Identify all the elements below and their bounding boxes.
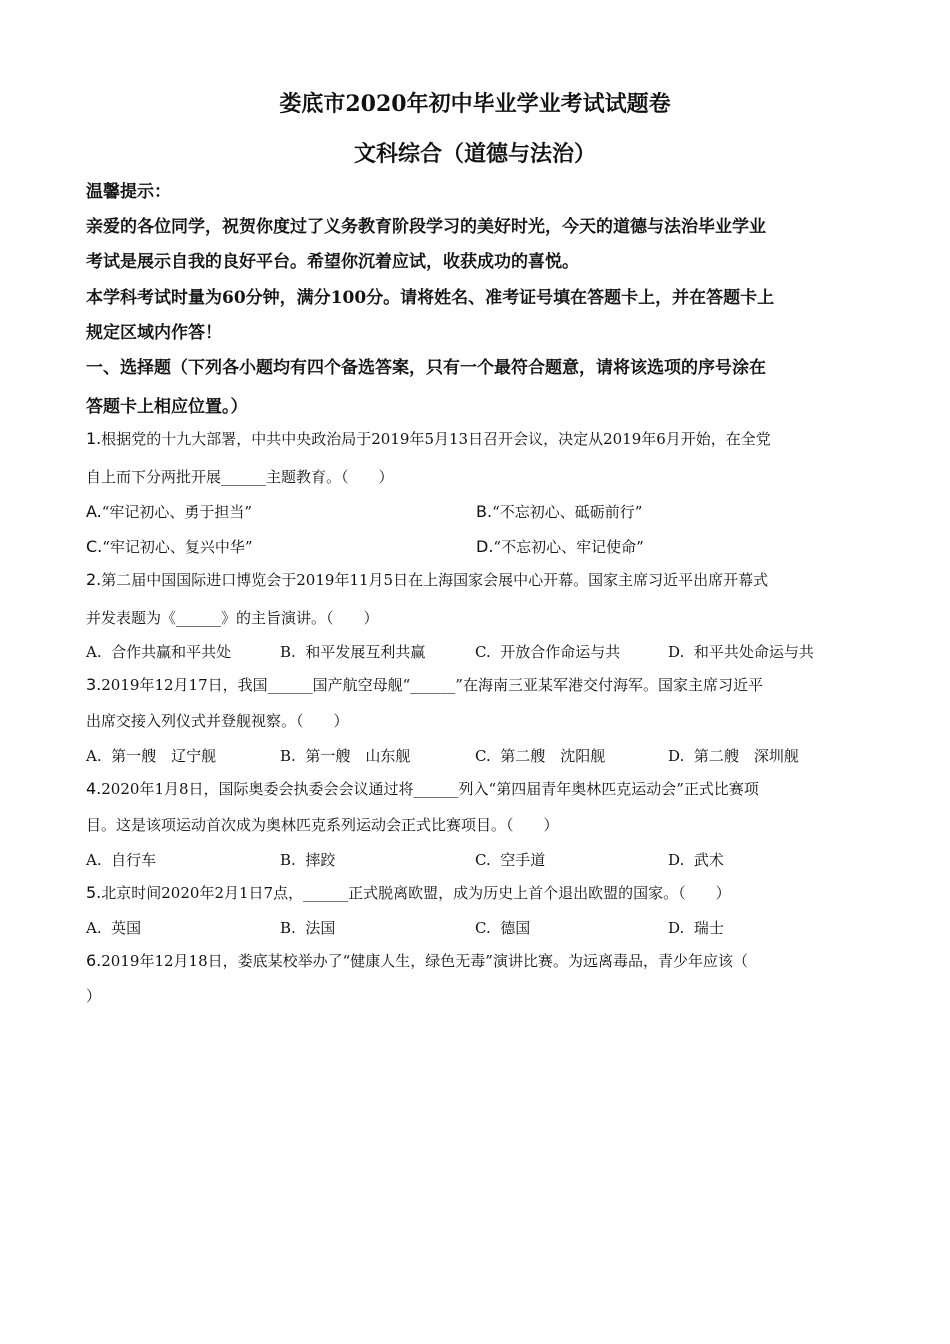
option-letter: C. (475, 747, 491, 765)
option-letter: A. (86, 747, 102, 765)
option-letter: C. (475, 919, 491, 937)
question-text: 2019年12月18日，娄底某校举办了“健康人生，绿色无毒”演讲比赛。为远离毒品，青少年应该（ (101, 952, 748, 970)
option-a[interactable] (86, 916, 141, 940)
section-heading: 答题卡上相应位置。） (86, 397, 248, 417)
option-c[interactable] (86, 535, 253, 559)
notice-line: 规定区域内作答！ (86, 323, 222, 343)
option-letter: B. (280, 919, 296, 937)
option-d[interactable] (668, 916, 724, 940)
notice-line: 本学科考试时量为60分钟，满分100分。请将姓名、准考证号填在答题卡上，并在答题卡上 (86, 288, 775, 308)
option-b[interactable] (280, 848, 335, 872)
option-text: 合作共赢和平共处 (111, 643, 232, 661)
option-letter: D. (668, 919, 685, 937)
question-number: 5. (86, 883, 102, 902)
option-letter: A. (86, 851, 102, 869)
question-3-stem (86, 673, 866, 697)
option-text: 瑞士 (693, 919, 724, 937)
option-text: 和平发展互利共赢 (305, 643, 426, 661)
exam-subtitle: 文科综合（道德与法治） (353, 141, 596, 167)
option-a[interactable] (86, 640, 231, 664)
option-text: 第一艘 辽宁舰 (111, 747, 217, 765)
option-letter: C. (86, 537, 103, 556)
option-text: “不忘初心、牢记使命” (493, 538, 644, 556)
option-d[interactable] (476, 535, 644, 559)
option-b[interactable] (280, 916, 335, 940)
question-text: 根据党的十九大部署，中共中央政治局于2019年5月13日召开会议，决定从2019年6月开始，在全党 (101, 430, 771, 448)
question-number: 1. (86, 429, 102, 448)
option-letter: D. (668, 747, 685, 765)
question-text: 并发表题为《______》的主旨演讲。（ ） (86, 609, 379, 627)
option-text: “牢记初心、勇于担当” (101, 503, 253, 521)
option-text: 德国 (500, 919, 531, 937)
question-text: 目。这是该项运动首次成为奥林匹克系列运动会正式比赛项目。（ ） (86, 816, 559, 834)
option-text: 法国 (305, 919, 336, 937)
option-c[interactable] (475, 640, 620, 664)
option-letter: D. (668, 851, 685, 869)
option-letter: B. (280, 851, 296, 869)
option-text: 武术 (693, 851, 724, 869)
question-text: ） (86, 987, 102, 1005)
option-letter: A. (86, 643, 102, 661)
question-text: 自上而下分两批开展______主题教育。（ ） (86, 468, 394, 486)
notice-line: 亲爱的各位同学，祝贺你度过了义务教育阶段学习的美好时光，今天的道德与法治毕业学业 (86, 217, 766, 237)
option-letter: B. (280, 747, 296, 765)
option-text: 第二艘 深圳舰 (693, 747, 799, 765)
option-text: “牢记初心、复兴中华” (102, 538, 253, 556)
notice-heading: 温馨提示： (86, 182, 171, 202)
question-text: 第二届中国国际进口博览会于2019年11月5日在上海国家会展中心开幕。国家主席习近平出席开幕式 (101, 571, 769, 589)
option-letter: D. (476, 537, 494, 556)
option-text: 摔跤 (305, 851, 336, 869)
option-a[interactable] (86, 744, 216, 768)
question-number: 3. (86, 675, 102, 694)
option-b[interactable] (476, 500, 642, 524)
option-c[interactable] (475, 848, 545, 872)
section-heading: 一、选择题（下列各小题均有四个备选答案，只有一个最符合题意，请将该选项的序号涂在 (86, 358, 766, 378)
option-b[interactable] (280, 744, 410, 768)
option-text: 和平共处命运与共 (693, 643, 814, 661)
option-c[interactable] (475, 744, 605, 768)
option-letter: C. (475, 643, 491, 661)
question-1-stem (86, 427, 866, 451)
option-d[interactable] (668, 640, 814, 664)
option-text: 开放合作命运与共 (500, 643, 621, 661)
option-letter: D. (668, 643, 685, 661)
question-5-stem (86, 881, 866, 905)
option-text: 第二艘 沈阳舰 (500, 747, 606, 765)
question-2-stem (86, 568, 866, 592)
question-4-stem (86, 777, 866, 801)
option-text: 自行车 (111, 851, 157, 869)
option-text: 英国 (111, 919, 142, 937)
option-letter: C. (475, 851, 491, 869)
option-letter: A. (86, 919, 102, 937)
option-letter: B. (476, 502, 493, 521)
option-c[interactable] (475, 916, 530, 940)
option-letter: B. (280, 643, 296, 661)
notice-line: 考试是展示自我的良好平台。希望你沉着应试，收获成功的喜悦。 (86, 252, 579, 272)
question-text: 2020年1月8日，国际奥委会执委会会议通过将______列入“第四届青年奥林匹克运动会”正式比赛项 (101, 780, 759, 798)
exam-title: 娄底市2020年初中毕业学业考试试题卷 (279, 91, 671, 117)
question-number: 4. (86, 779, 102, 798)
option-d[interactable] (668, 744, 799, 768)
question-text: 北京时间2020年2月1日7点，______正式脱离欧盟，成为历史上首个退出欧盟的国家。（ ） (101, 884, 731, 902)
question-text: 出席交接入列仪式并登舰视察。（ ） (86, 712, 349, 730)
option-a[interactable] (86, 848, 156, 872)
option-text: 空手道 (500, 851, 546, 869)
option-b[interactable] (280, 640, 425, 664)
question-text: 2019年12月17日，我国______国产航空母舰“______”在海南三亚某军港交付海军。国家主席习近平 (101, 676, 763, 694)
option-a[interactable] (86, 500, 252, 524)
option-letter: A. (86, 502, 102, 521)
option-d[interactable] (668, 848, 724, 872)
question-number: 6. (86, 951, 102, 970)
option-text: “不忘初心、砥砺前行” (492, 503, 643, 521)
question-6-stem (86, 949, 866, 973)
option-text: 第一艘 山东舰 (305, 747, 411, 765)
question-number: 2. (86, 570, 102, 589)
